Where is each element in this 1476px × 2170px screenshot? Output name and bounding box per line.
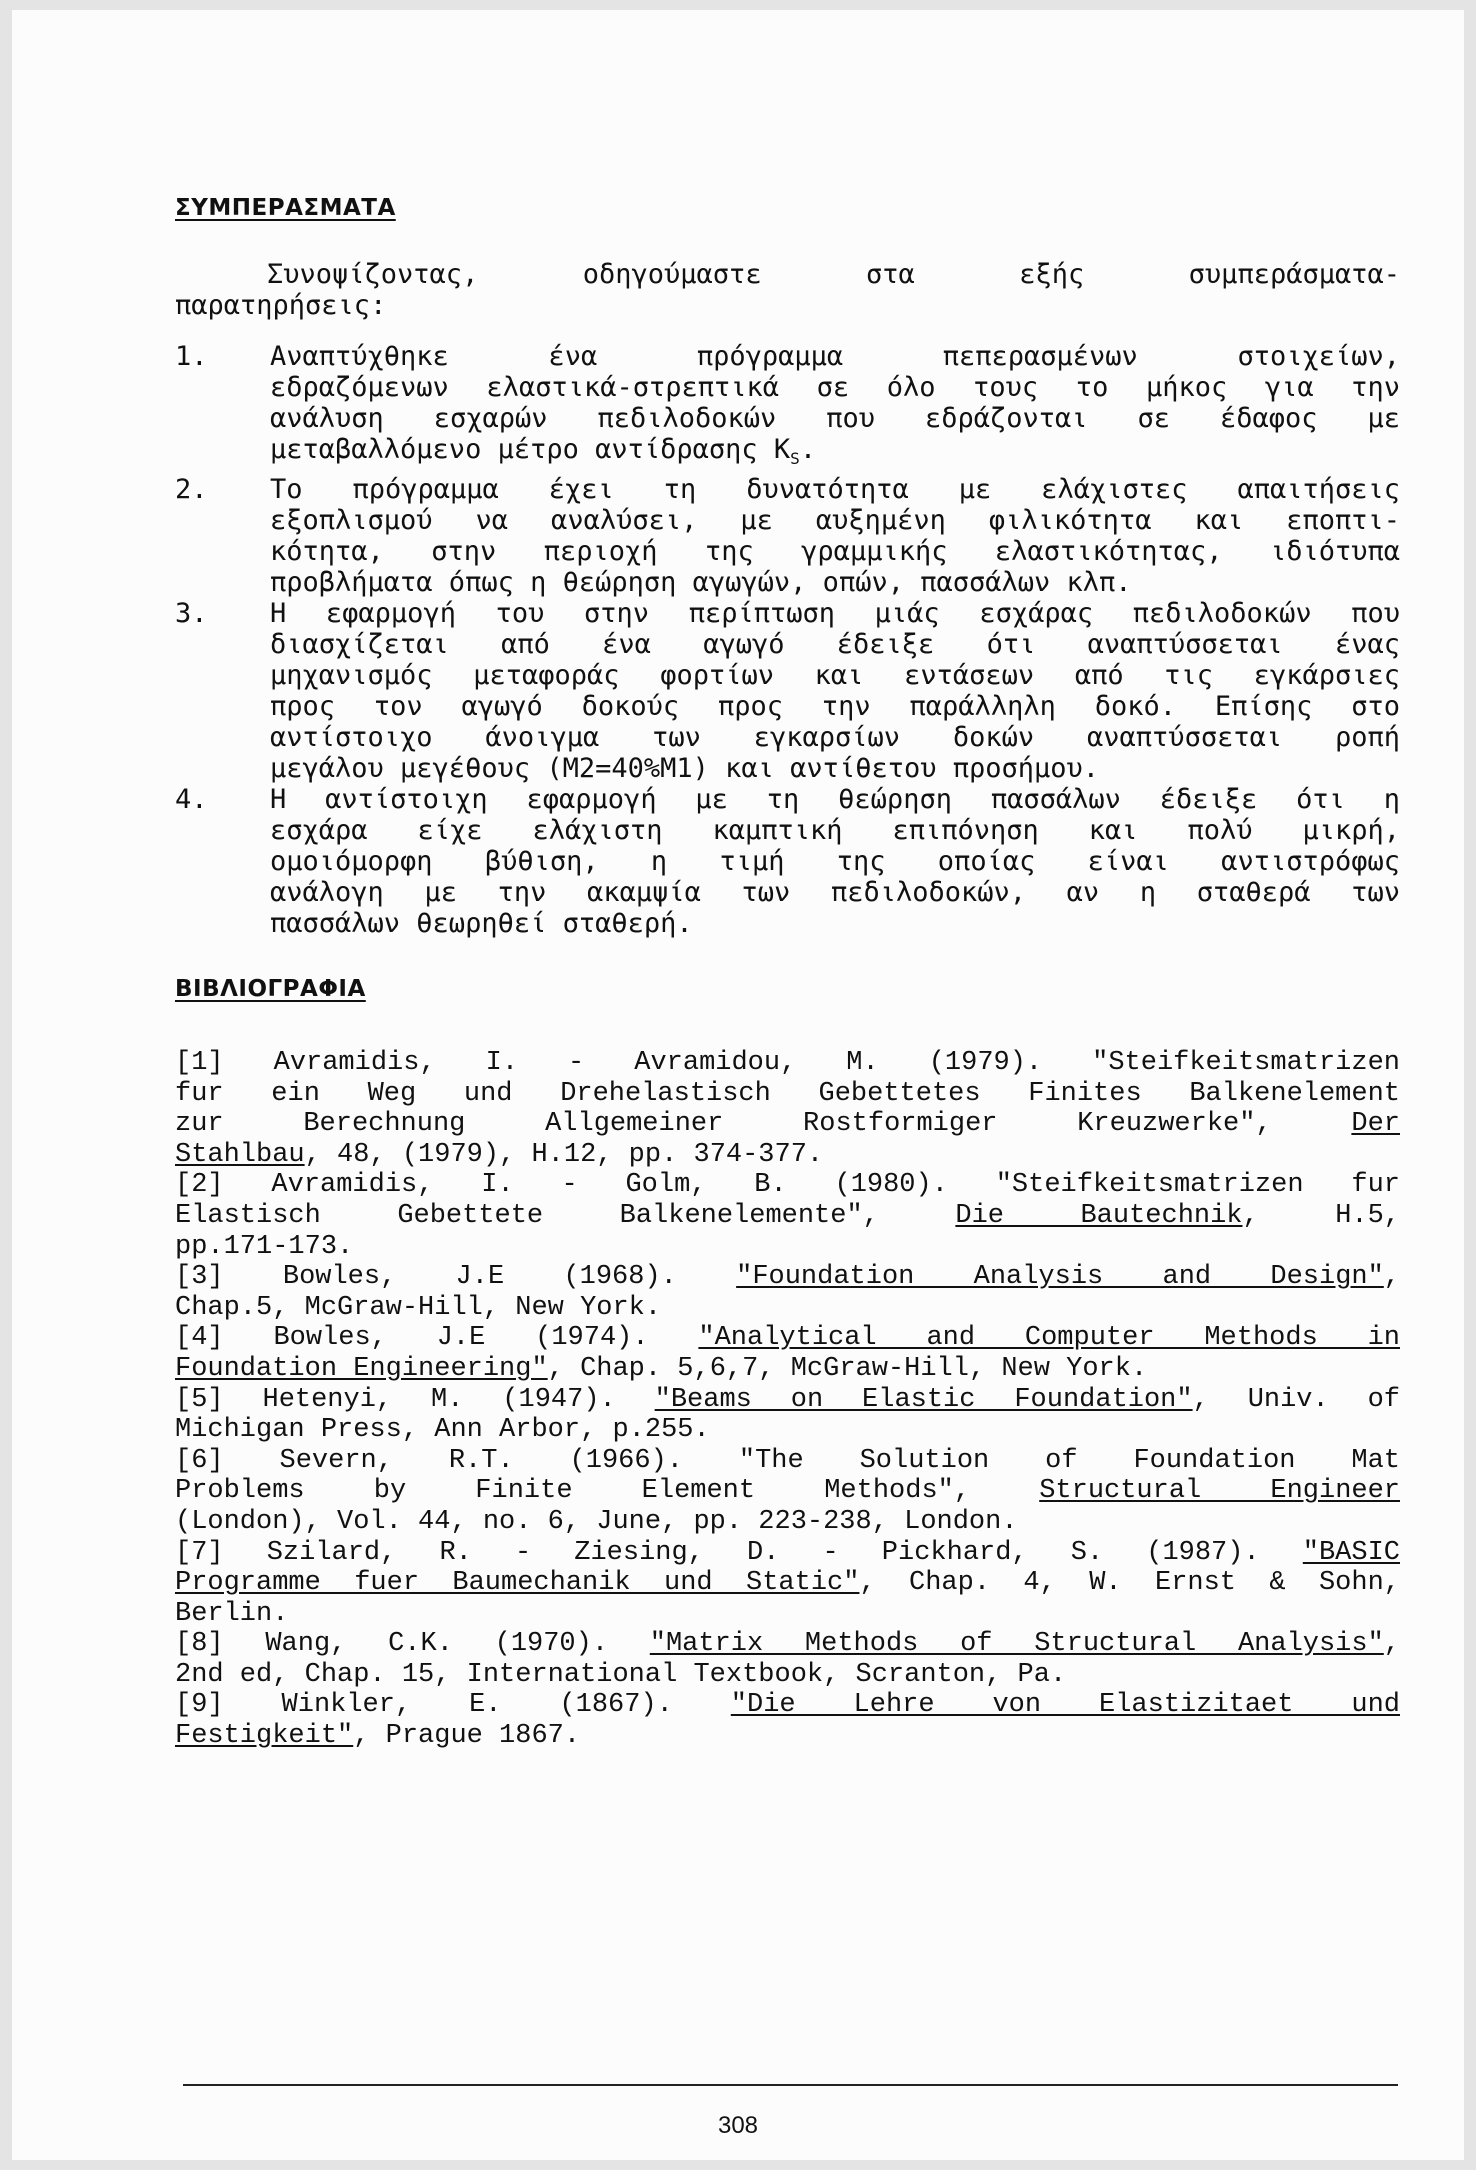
book-title: "BASIC — [1302, 1537, 1400, 1568]
bibliography-heading: ΒΙΒΛΙΟΓΡΑΦΙΑ — [175, 976, 366, 1002]
item-line: προς τον αγωγό δοκούς προς την παράλληλη δοκό. Επίσης στο — [270, 691, 1400, 722]
reference-line: [4] Bowles, J.E (1974). "Analytical and Computer Methods in — [175, 1323, 1401, 1354]
item-line: προβλήματα όπως η θεώρηση αγωγών, οπών, πασσάλων κλπ. — [270, 567, 1132, 598]
reference-line: [9] Winkler, E. (1867). "Die Lehre von Elastizitaet und — [175, 1690, 1400, 1721]
book-title: "Die Lehre von Elastizitaet und — [730, 1690, 1400, 1721]
reference-line: Festigkeit", Prague 1867. — [175, 1721, 581, 1752]
reference-item — [175, 1446, 1400, 1538]
item-number: 2. — [175, 474, 208, 505]
reference-line: [3] Bowles, J.E (1968). "Foundation Analysis and Design", — [175, 1262, 1400, 1293]
reference-line: pp.171-173. — [175, 1231, 354, 1262]
item-number: 1. — [175, 341, 208, 372]
item-line: Η εφαρμογή του στην περίπτωση μιάς εσχάρας πεδιλοδοκών που — [270, 598, 1400, 629]
journal-title: Die Bautechnik — [955, 1200, 1243, 1231]
intro-line: Συνοψίζοντας, οδηγούμαστε στα εξής συμπεράσματα- — [267, 259, 1400, 290]
footer-rule — [183, 2084, 1398, 2086]
conclusions-heading: ΣΥΜΠΕΡΑΣΜΑΤΑ — [175, 195, 396, 221]
item-line: διασχίζεται από ένα αγωγό έδειξε ότι αναπτύσσεται ένας — [270, 629, 1400, 660]
item-line: ανάλογη με την ακαμψία των πεδιλοδοκών, αν η σταθερά των — [270, 877, 1400, 908]
reference-line: [8] Wang, C.K. (1970). "Matrix Methods of Structural Analysis", — [175, 1629, 1400, 1660]
reference-item — [175, 1262, 1400, 1323]
reference-list — [175, 1048, 1400, 1752]
reference-item — [175, 1170, 1400, 1262]
reference-line: zur Berechnung Allgemeiner Rostformiger Kreuzwerke", Der — [175, 1109, 1400, 1140]
item-line: κότητα, στην περιοχή της γραμμικής ελαστικότητας, ιδιότυπα — [270, 536, 1400, 567]
item-number: 3. — [175, 598, 208, 629]
reference-item — [175, 1385, 1400, 1446]
book-title: "Foundation Analysis and Design" — [736, 1262, 1384, 1293]
journal-title: Der — [1351, 1109, 1400, 1140]
reference-item — [175, 1629, 1400, 1690]
reference-line: Berlin. — [175, 1598, 289, 1629]
book-title: Programme fuer Baumechanik und Static" — [175, 1568, 860, 1599]
conclusion-item — [175, 474, 1400, 598]
conclusions-list — [175, 341, 1400, 939]
reference-line: Foundation Engineering", Chap. 5,6,7, McGraw-Hill, New York. — [175, 1353, 1148, 1384]
book-title: Festigkeit" — [175, 1721, 354, 1752]
reference-line: 2nd ed, Chap. 15, International Textbook, Scranton, Pa. — [175, 1659, 1067, 1690]
page-number: 308 — [717, 2112, 759, 2139]
reference-line: [7] Szilard, R. - Ziesing, D. - Pickhard, S. (1987). "BASIC — [175, 1537, 1400, 1568]
item-line: μεταβαλλόμενο μέτρο αντίδρασης $K_S$. — [270, 434, 817, 468]
reference-item — [175, 1690, 1400, 1751]
item-line: Το πρόγραμμα έχει τη δυνατότητα με ελάχιστες απαιτήσεις — [270, 474, 1400, 505]
intro-line: παρατηρήσεις: — [175, 290, 387, 321]
book-title: "Analytical and Computer Methods in — [698, 1323, 1401, 1354]
document-body — [175, 193, 1400, 1752]
reference-line: [2] Avramidis, I. - Golm, B. (1980). "Steifkeitsmatrizen fur — [175, 1170, 1400, 1201]
conclusion-item — [175, 341, 1400, 474]
item-line: μηχανισμός μεταφοράς φορτίων και εντάσεων από τις εγκάρσιες — [270, 660, 1400, 691]
reference-line: [5] Hetenyi, M. (1947). "Beams on Elastic Foundation", Univ. of — [175, 1384, 1400, 1415]
item-line: εδραζόμενων ελαστικά-στρεπτικά σε όλο τους το μήκος για την — [270, 372, 1400, 403]
item-line: Αναπτύχθηκε ένα πρόγραμμα πεπερασμένων στοιχείων, — [270, 341, 1400, 372]
subscript: S — [790, 449, 800, 468]
reference-line: (London), Vol. 44, no. 6, June, pp. 223-238, London. — [175, 1506, 1018, 1537]
reference-item — [175, 1538, 1400, 1630]
reference-line: [1] Avramidis, I. - Avramidou, M. (1979). "Steifkeitsmatrizen — [175, 1048, 1400, 1078]
book-title: "Beams on Elastic Foundation" — [654, 1384, 1193, 1415]
item-line: ανάλυση εσχαρών πεδιλοδοκών που εδράζονται σε έδαφος με — [270, 403, 1400, 434]
item-line: εσχάρα είχε ελάχιστη καμπτική επιπόνηση και πολύ μικρή, — [270, 815, 1400, 846]
journal-title: Structural Engineer — [1039, 1476, 1401, 1507]
conclusion-item — [175, 784, 1400, 939]
book-title: Foundation Engineering" — [175, 1353, 548, 1384]
reference-line: Stahlbau, 48, (1979), H.12, pp. 374-377. — [175, 1139, 824, 1170]
item-line: Η αντίστοιχη εφαρμογή με τη θεώρηση πασσάλων έδειξε ότι η — [270, 784, 1400, 815]
conclusion-item — [175, 598, 1400, 784]
reference-line: Problems by Finite Element Methods", Structural Engineer — [175, 1476, 1401, 1507]
reference-line: Programme fuer Baumechanik und Static", Chap. 4, W. Ernst & Sohn, — [175, 1568, 1400, 1599]
item-line: μεγάλου μεγέθους (Μ2=40%Μ1) και αντίθετου προσήμου. — [270, 753, 1100, 784]
reference-line: fur ein Weg und Drehelastisch Gebettetes Finites Balkenelement — [175, 1078, 1400, 1109]
item-line: εξοπλισμού να αναλύσει, με αυξημένη φιλικότητα και εποπτι- — [270, 505, 1400, 536]
journal-title: Stahlbau — [175, 1139, 305, 1170]
reference-line: Elastisch Gebettete Balkenelemente", Die Bautechnik, H.5, — [175, 1200, 1401, 1231]
reference-line: [6] Severn, R.T. (1966). "The Solution of Foundation Mat — [175, 1445, 1400, 1476]
item-line: πασσάλων θεωρηθεί σταθερή. — [270, 908, 693, 939]
reference-line: Michigan Press, Ann Arbor, p.255. — [175, 1415, 710, 1446]
item-line: ομοιόμορφη βύθιση, η τιμή της οποίας είναι αντιστρόφως — [270, 846, 1400, 877]
item-line: αντίστοιχο άνοιγμα των εγκαρσίων δοκών αναπτύσσεται ροπή — [270, 722, 1400, 753]
reference-item — [175, 1323, 1400, 1384]
reference-line: Chap.5, McGraw-Hill, New York. — [175, 1292, 662, 1323]
reference-item — [175, 1048, 1400, 1170]
book-title: "Matrix Methods of Structural Analysis" — [649, 1629, 1384, 1660]
item-number: 4. — [175, 784, 208, 815]
